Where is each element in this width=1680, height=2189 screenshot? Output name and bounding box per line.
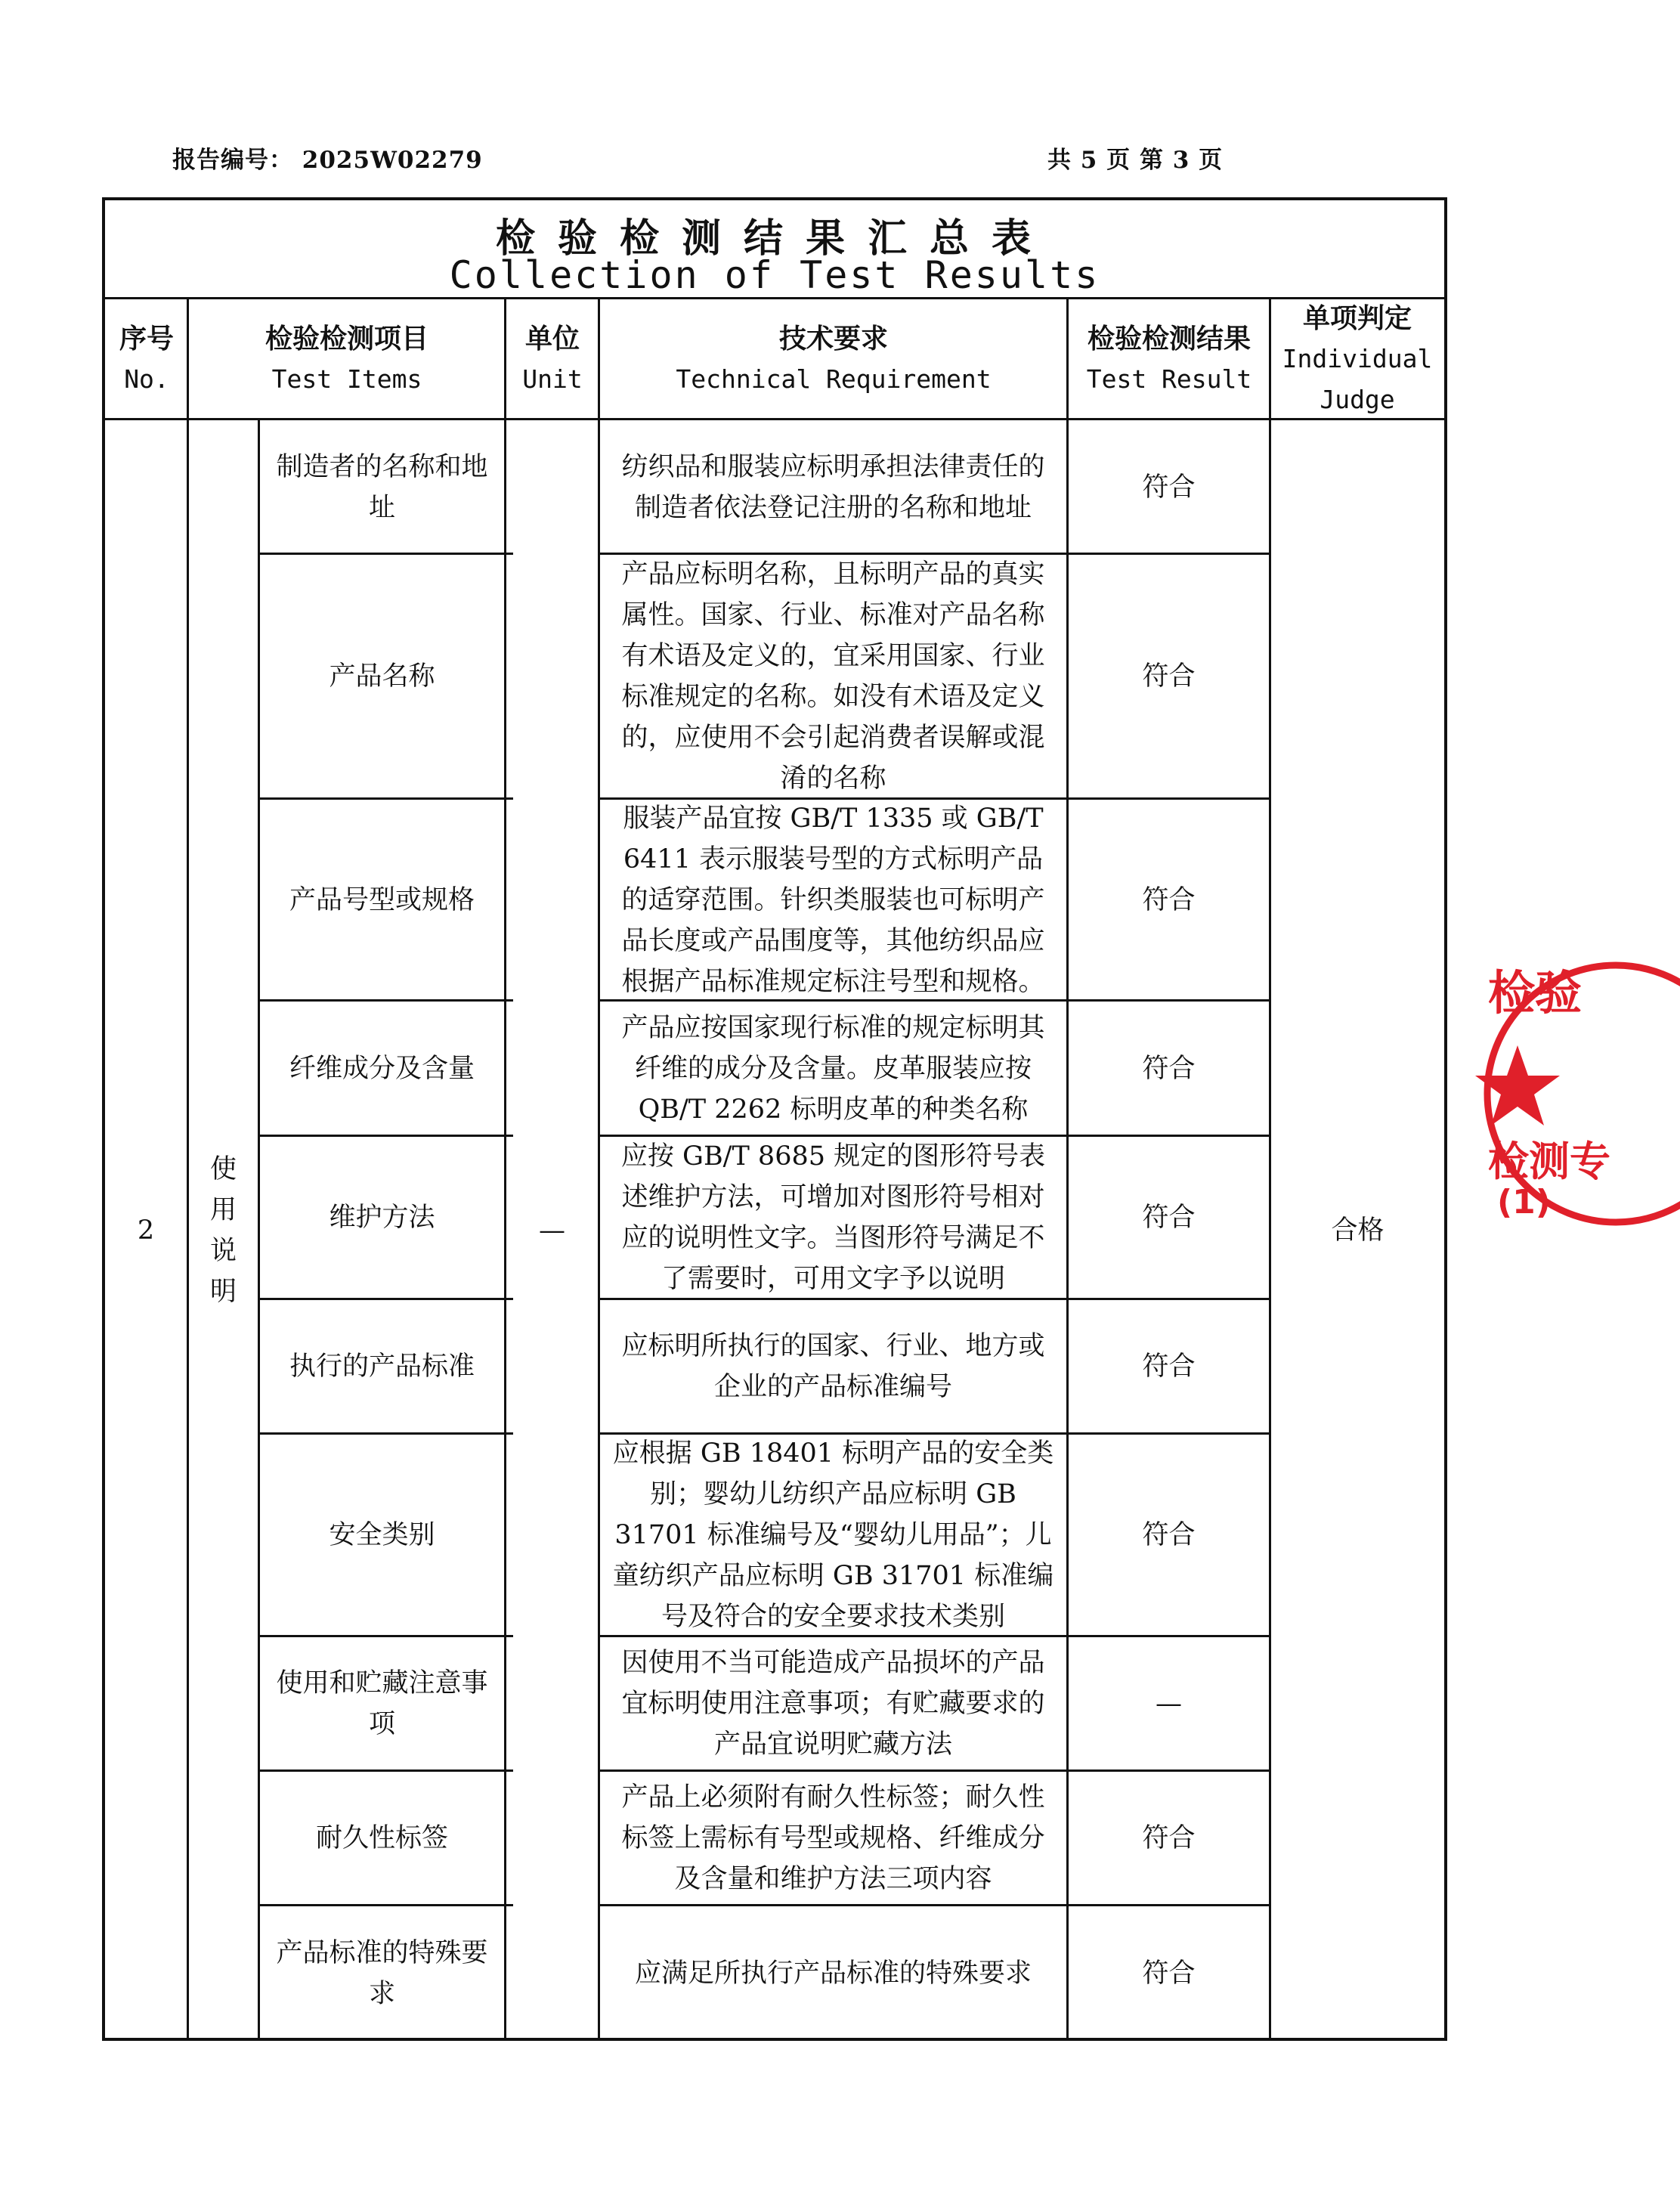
page-info: 共 5 页 第 3 页 xyxy=(1047,147,1224,174)
row-requirement xyxy=(600,1771,1066,1906)
row-item-text: 产品名称 xyxy=(329,661,435,692)
row-requirement-text: 产品上必须附有耐久性标签；耐久性标签上需标有号型或规格、纤维成分及含量和维护方法三项内容 xyxy=(621,1782,1045,1894)
row-result xyxy=(1069,554,1269,799)
row-result-text: 符合 xyxy=(1142,1053,1196,1084)
row-result xyxy=(1069,1136,1269,1299)
report-number xyxy=(172,141,483,175)
row-requirement xyxy=(600,1636,1066,1771)
col-header-no-en: No. xyxy=(124,364,169,394)
col-header-judge-en2: Judge xyxy=(1320,384,1395,414)
row-requirement xyxy=(600,1299,1066,1434)
row-result xyxy=(1069,1001,1269,1136)
row-result-text: 符合 xyxy=(1142,884,1196,915)
row-item-text: 产品号型或规格 xyxy=(289,884,475,915)
row-requirement-text: 因使用不当可能造成产品损坏的产品宜标明使用注意事项；有贮藏要求的产品宜说明贮藏方法 xyxy=(621,1648,1045,1760)
row-result xyxy=(1069,1906,1269,2041)
row-requirement-text: 产品应按国家现行标准的规定标明其纤维的成分及含量。皮革服装应按 QB/T 2262 标明皮革的种类名称 xyxy=(621,1012,1045,1125)
row-requirement-text: 产品应标明名称，且标明产品的真实属性。国家、行业、标准对产品名称有术语及定义的，宜采用国家、行业标准规定的名称。如没有术语及定义的，应使用不会引起消费者误解或混淆的名称 xyxy=(621,559,1045,794)
row-result-text: 符合 xyxy=(1142,1958,1196,1989)
row-result-text: 符合 xyxy=(1142,1823,1196,1853)
seal-text-bottom: 检测专 xyxy=(1488,1137,1610,1185)
results-table xyxy=(102,197,1447,2041)
col-header-result-en: Test Result xyxy=(1086,364,1252,394)
row-result-text: 符合 xyxy=(1142,661,1196,692)
row-item xyxy=(260,1906,504,2041)
report-number-value: 2025W02279 xyxy=(302,147,483,174)
col-header-item-en: Test Items xyxy=(271,364,422,394)
row-item xyxy=(260,1001,504,1136)
row-requirement-text: 服装产品宜按 GB/T 1335 或 GB/T 6411 表示服装号型的方式标明产品的适穿范围。针织类服装也可标明产品长度或产品围度等，其他纺织品应根据产品标准规定标注号型和规格。 xyxy=(621,803,1045,997)
row-item-text: 产品标准的特殊要求 xyxy=(276,1937,488,2009)
col-header-judge xyxy=(1270,297,1444,420)
row-result-text: 符合 xyxy=(1142,472,1196,503)
row-item xyxy=(260,554,504,799)
col-header-result-cn: 检验检测结果 xyxy=(1087,322,1251,355)
row-result xyxy=(1069,1434,1269,1636)
row-result xyxy=(1069,1636,1269,1771)
title-chinese: 检验检测结果汇总表 xyxy=(495,215,1053,262)
group-category xyxy=(189,420,258,2041)
row-item xyxy=(260,1299,504,1434)
row-requirement xyxy=(600,554,1066,799)
row-requirement xyxy=(600,799,1066,1001)
row-requirement-text: 应满足所执行产品标准的特殊要求 xyxy=(634,1958,1032,1989)
row-result xyxy=(1069,420,1269,554)
seal-graphic xyxy=(1484,956,1680,1232)
row-requirement xyxy=(600,1906,1066,2041)
seal-text-top: 检验 xyxy=(1488,965,1583,1020)
row-result-text: 符合 xyxy=(1142,1351,1196,1382)
row-requirement xyxy=(600,1136,1066,1299)
row-result-text: 符合 xyxy=(1142,1520,1196,1550)
row-requirement-text: 应标明所执行的国家、行业、地方或企业的产品标准编号 xyxy=(621,1331,1045,1402)
row-requirement-text: 应按 GB/T 8685 规定的图形符号表述维护方法，可增加对图形符号相对应的说明性文字。当图形符号满足不了需要时，可用文字予以说明 xyxy=(620,1141,1046,1294)
row-item xyxy=(260,1636,504,1771)
row-requirement-text: 应根据 GB 18401 标明产品的安全类别；婴幼儿纺织产品应标明 GB 31701 标准编号及“婴幼儿用品”；儿童纺织产品应标明 GB 31701 标准编号及符合的安全要求技术类别 xyxy=(612,1438,1054,1632)
group-number: 2 xyxy=(137,1215,155,1246)
col-header-req-en: Technical Requirement xyxy=(676,364,992,394)
row-requirement xyxy=(600,1434,1066,1636)
row-requirement xyxy=(600,1001,1066,1136)
row-item-text: 维护方法 xyxy=(329,1203,435,1233)
report-number-label: 报告编号： xyxy=(172,147,293,174)
row-item-text: 耐久性标签 xyxy=(315,1823,448,1853)
row-requirement-text: 纺织品和服装应标明承担法律责任的制造者依法登记注册的名称和地址 xyxy=(621,451,1045,523)
col-header-no xyxy=(105,297,188,420)
col-header-unit-cn: 单位 xyxy=(524,322,580,355)
group-unit: — xyxy=(539,1215,565,1246)
row-item-text: 安全类别 xyxy=(329,1520,435,1550)
col-header-judge-cn: 单项判定 xyxy=(1302,302,1412,334)
row-item xyxy=(260,420,504,554)
row-item xyxy=(260,1771,504,1906)
row-item xyxy=(260,1434,504,1636)
col-header-unit-en: Unit xyxy=(522,364,583,394)
col-header-req xyxy=(599,297,1068,420)
group-category-text: 使用说明 xyxy=(209,1154,237,1307)
row-item-text: 纤维成分及含量 xyxy=(289,1053,475,1084)
row-item-text: 使用和贮藏注意事项 xyxy=(276,1668,488,1739)
row-item-text: 执行的产品标准 xyxy=(289,1351,475,1382)
col-header-judge-en1: Individual xyxy=(1282,343,1433,373)
row-result xyxy=(1069,1299,1269,1434)
row-item xyxy=(260,799,504,1001)
row-result xyxy=(1069,1771,1269,1906)
title-english: Collection of Test Results xyxy=(449,253,1100,297)
col-header-no-cn: 序号 xyxy=(119,322,174,355)
row-result-text: 符合 xyxy=(1142,1203,1196,1233)
table-title xyxy=(105,200,1444,299)
row-result xyxy=(1069,799,1269,1001)
row-item-text: 制造者的名称和地址 xyxy=(276,451,488,523)
col-header-req-cn: 技术要求 xyxy=(778,322,888,355)
col-header-item xyxy=(188,297,506,420)
seal-text-number: (1) xyxy=(1497,1183,1551,1221)
group-judge: 合格 xyxy=(1331,1215,1385,1246)
inspection-seal xyxy=(1484,956,1610,1232)
col-header-unit xyxy=(506,297,599,420)
row-result-text: — xyxy=(1156,1689,1182,1719)
col-header-item-cn: 检验检测项目 xyxy=(265,322,429,355)
row-item xyxy=(260,1136,504,1299)
row-requirement xyxy=(600,420,1066,554)
col-header-result xyxy=(1068,297,1270,420)
